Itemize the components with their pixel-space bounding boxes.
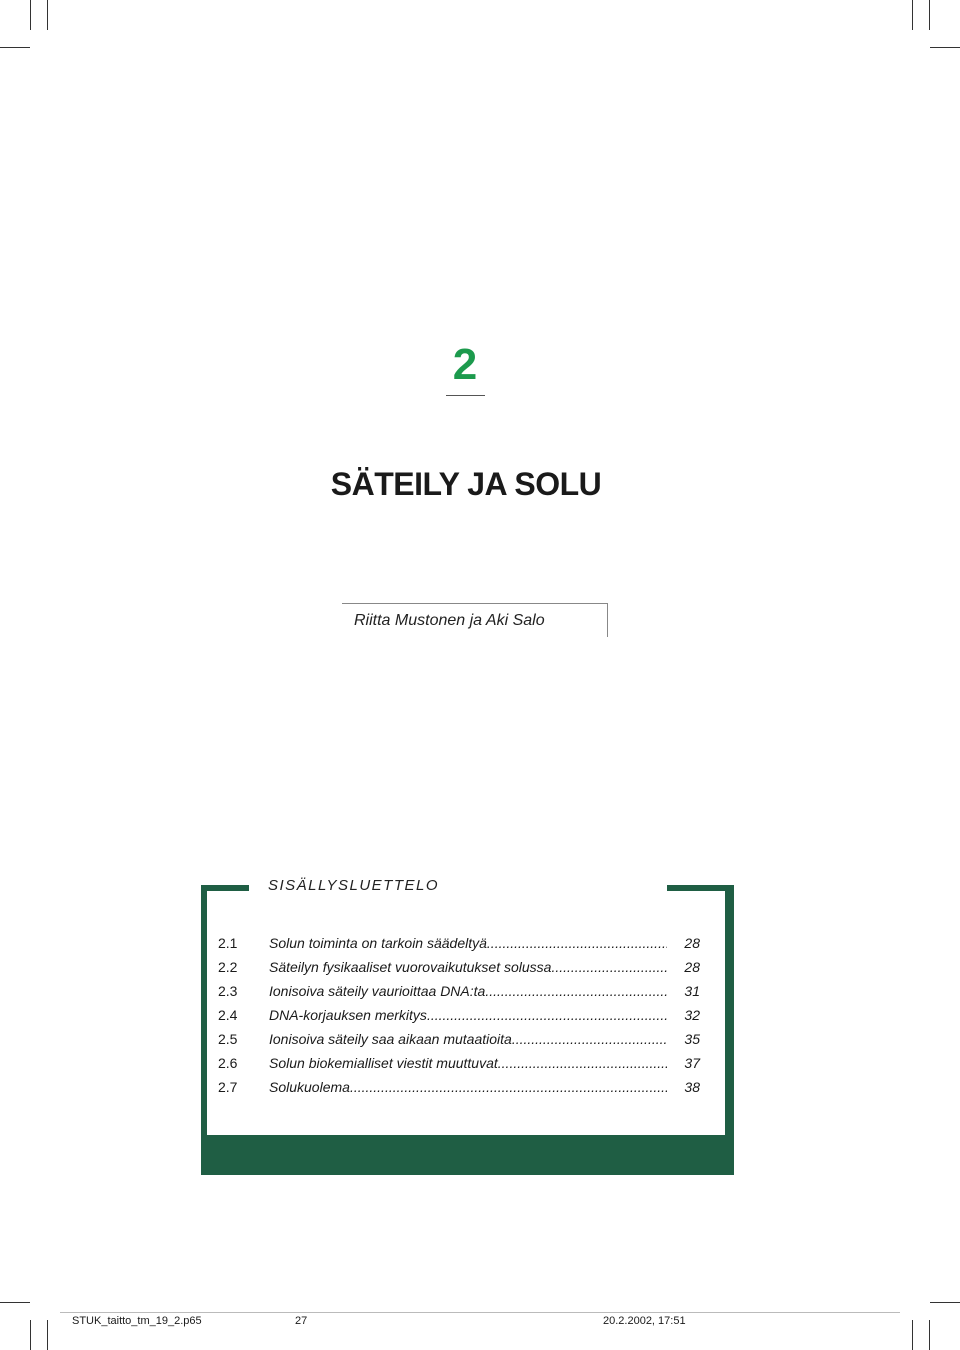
toc-leader-dots: [485, 980, 667, 1002]
toc-entry-number: 2.4: [218, 1007, 238, 1023]
toc-frame-bottom-band: [201, 1135, 734, 1175]
toc-entry-number: 2.6: [218, 1055, 238, 1071]
crop-mark: [930, 1302, 960, 1303]
crop-mark: [912, 0, 913, 30]
toc-frame-left: [201, 885, 207, 1175]
toc-entry[interactable]: [218, 932, 700, 954]
crop-mark: [930, 47, 960, 48]
toc-entry-page: 31: [684, 983, 700, 999]
toc-entry-page: 37: [684, 1055, 700, 1071]
crop-mark: [30, 0, 31, 30]
toc-frame-top-left: [201, 885, 249, 891]
chapter-authors: Riitta Mustonen ja Aki Salo: [354, 612, 545, 629]
toc-entry[interactable]: [218, 1028, 700, 1050]
toc-leader-dots: [498, 1052, 667, 1074]
crop-mark: [929, 0, 930, 30]
toc-entry-page: 35: [684, 1031, 700, 1047]
chapter-title: SÄTEILY JA SOLU: [330, 466, 602, 502]
toc-entry-title: Solun toiminta on tarkoin säädeltyä: [269, 935, 487, 951]
toc-entry-number: 2.3: [218, 983, 238, 999]
toc-frame-right: [725, 885, 734, 1175]
toc-entry[interactable]: [218, 980, 700, 1002]
toc-entry[interactable]: [218, 1076, 700, 1098]
crop-mark: [47, 1320, 48, 1350]
toc-entry-number: 2.2: [218, 959, 238, 975]
chapter-number: 2: [452, 340, 478, 389]
toc-leader-dots: [350, 1076, 667, 1098]
toc-entry-page: 28: [684, 959, 700, 975]
crop-mark: [30, 1320, 31, 1350]
crop-mark: [47, 0, 48, 30]
toc-entry-page: 38: [684, 1079, 700, 1095]
toc-leader-dots: [551, 956, 667, 978]
footer-rule: [60, 1312, 900, 1313]
footer-timestamp: 20.2.2002, 17:51: [603, 1315, 686, 1327]
toc-entry[interactable]: [218, 1052, 700, 1074]
toc-entry-page: 32: [684, 1007, 700, 1023]
toc-entry-page: 28: [684, 935, 700, 951]
chapter-rule: [446, 395, 485, 396]
crop-mark: [0, 1302, 30, 1303]
crop-mark: [912, 1320, 913, 1350]
toc-frame-top-right: [667, 885, 734, 891]
toc-entry-title: Ionisoiva säteily vaurioittaa DNA:ta: [269, 983, 486, 999]
toc-entry-number: 2.1: [218, 935, 238, 951]
toc-entry[interactable]: [218, 1004, 700, 1026]
toc-leader-dots: [487, 932, 667, 954]
toc-leader-dots: [512, 1028, 667, 1050]
toc-entry[interactable]: [218, 956, 700, 978]
toc-entry-number: 2.5: [218, 1031, 238, 1047]
toc-heading: SISÄLLYSLUETTELO: [268, 877, 440, 894]
footer-filename: STUK_taitto_tm_19_2.p65: [72, 1315, 202, 1327]
crop-mark: [929, 1320, 930, 1350]
toc-leader-dots: [427, 1004, 667, 1026]
toc-entry-title: Solun biokemialliset viestit muuttuvat: [269, 1055, 498, 1071]
toc-entry-number: 2.7: [218, 1079, 238, 1095]
footer-page-number: 27: [295, 1315, 308, 1327]
toc-entry-title: Ionisoiva säteily saa aikaan mutaatioita: [269, 1031, 512, 1047]
toc-entry-title: Solukuolema: [269, 1079, 350, 1095]
toc-entry-title: Säteilyn fysikaaliset vuorovaikutukset solussa: [269, 959, 552, 975]
crop-mark: [0, 47, 30, 48]
toc-entry-title: DNA-korjauksen merkitys: [269, 1007, 427, 1023]
